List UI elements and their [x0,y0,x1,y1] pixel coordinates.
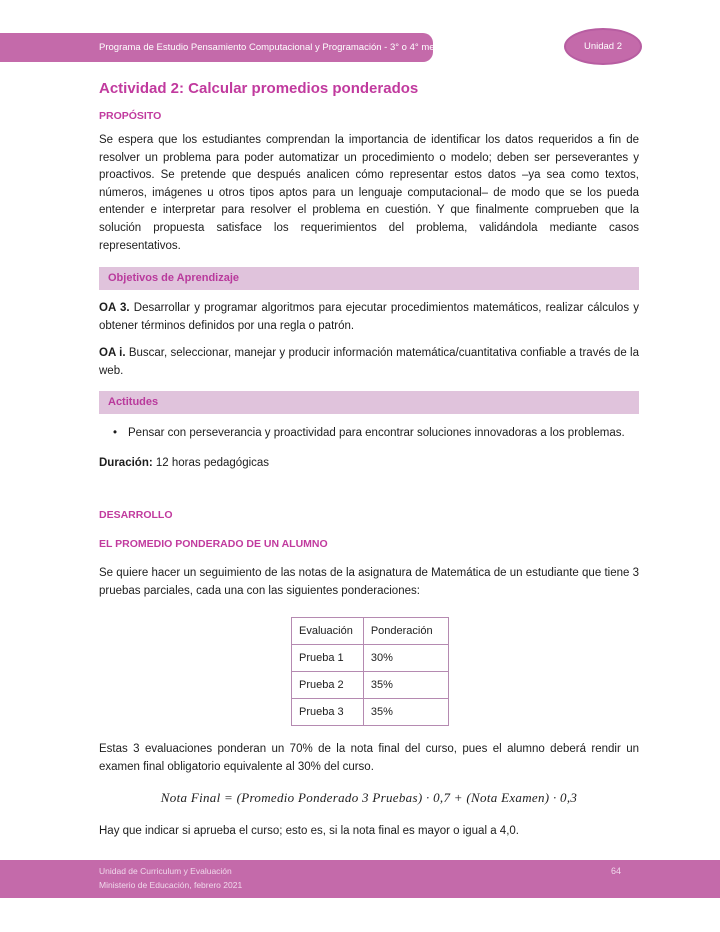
purpose-heading: PROPÓSITO [99,110,162,122]
duration-value: 12 horas pedagógicas [152,457,270,470]
development-subheading: EL PROMEDIO PONDERADO DE UN ALUMNO [99,538,328,551]
table-cell-prueba3: Prueba 3 [292,699,364,726]
intro-paragraph: Se quiere hacer un seguimiento de las notas de la asignatura de Matemática de un estudiante que tiene 3 pruebas parciales, cada una con las siguientes ponderaciones: [99,567,639,597]
page-number: 64 [611,866,622,876]
table-cell-prueba2: Prueba 2 [292,672,364,699]
footer-text [99,865,242,892]
attitudes-bar: Actitudes [99,391,639,414]
table-cell-prueba1: Prueba 1 [292,645,364,672]
page-content [99,80,639,840]
table-header-row [292,618,449,645]
table-cell-prueba2-pond: 35% [363,672,448,699]
table-row [292,672,449,699]
attitudes-bullet-text: Pensar con perseverancia y proactividad para encontrar soluciones innovadoras a los problemas. [128,426,625,439]
table-header-evaluacion: Evaluación [292,618,364,645]
table-row [292,699,449,726]
ponderaciones-table [291,617,449,726]
program-title: Programa de Estudio Pensamiento Computacional y Programación - 3° o 4° medio [99,42,448,53]
unit-badge: Unidad 2 [564,28,642,65]
attitudes-bullet-item [113,425,639,443]
bullet-icon: • [113,426,118,439]
table-header-ponderacion: Ponderación [363,618,448,645]
purpose-paragraph: Se espera que los estudiantes comprendan la importancia de identificar los datos requeridos a fin de resolver un problema para poder automatizar un procedimiento o modelo; deben ser perseverantes y proactivos. Se pretende que después analicen cómo representar estos datos –ya sea como textos, números, imágenes u otros tipos aptos para un lenguaje computacional– de modo que se los pueda entender e interpretar para resolver el problema en cuestión. Y que finalmente comprueben que la solución propuesta satisface los requerimientos del problema, validándola mediante casos representativos. [99,134,639,252]
objectives-bar: Objetivos de Aprendizaje [99,267,639,290]
objective-oai-text: Buscar, seleccionar, manejar y producir información matemática/cuantitativa confiable a través de la web. [99,347,639,377]
table-row [292,645,449,672]
table-cell-prueba1-pond: 30% [363,645,448,672]
nota-final-formula: Nota Final = (Promedio Ponderado 3 Pruebas) · 0,7 + (Nota Examen) · 0,3 [160,789,578,805]
development-heading: DESARROLLO [99,509,173,522]
closing-paragraph: Hay que indicar si aprueba el curso; esto es, si la nota final es mayor o igual a 4,0. [99,824,519,837]
header-band [0,33,448,62]
objective-oa3 [99,300,639,335]
objective-oai [99,345,639,380]
objective-oa3-label: OA 3. [99,302,130,315]
objective-oai-label: OA i. [99,347,126,360]
objective-oa3-text: Desarrollar y programar algoritmos para ejecutar procedimientos matemáticos, realizar cálculos y obtener términos definidos por una regla o patrón. [99,302,640,332]
duration-label: Duración: [99,457,153,470]
table-cell-prueba3-pond: 35% [363,699,448,726]
footer-line1: Unidad de Curriculum y Evaluación [99,866,232,876]
duration-line [99,457,639,469]
activity-title: Actividad 2: Calcular promedios ponderados [99,80,419,97]
after-table-paragraph: Estas 3 evaluaciones ponderan un 70% de la nota final del curso, pues el alumno deberá rendir un examen final obligatorio equivalente al 30% del curso. [99,743,639,773]
footer-line2: Ministerio de Educación, febrero 2021 [99,879,243,890]
footer-band [0,860,720,898]
